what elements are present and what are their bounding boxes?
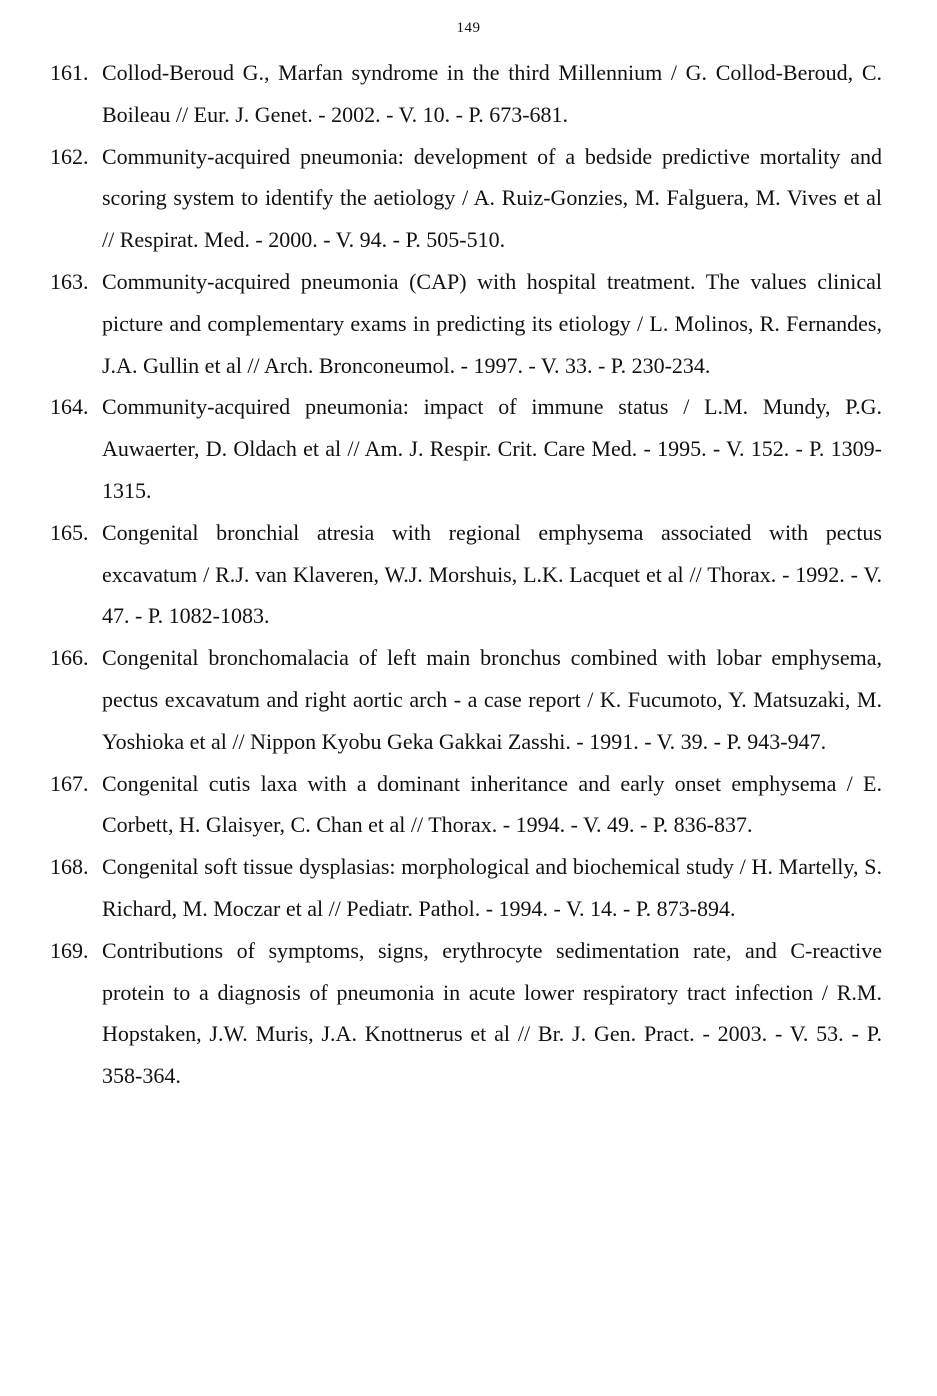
reference-number: 165.: [50, 519, 89, 545]
reference-text: Congenital bronchial atresia with regional emphysema associated with pectus excavatum / R.J. van Klaveren, W.J. Morshuis, L.K. Lacquet et al // Thorax. - 1992. - V. 47. - P. 1082-1083.: [102, 519, 882, 629]
reference-item: [50, 846, 882, 930]
reference-number: 162.: [50, 143, 89, 169]
reference-text: Community-acquired pneumonia: development of a bedside predictive mortality and scoring system to identify the aetiology / A. Ruiz-Gonzies, M. Falguera, M. Vives et al // Respirat. Med. - 2000. - V. 94. - P. 505-510.: [102, 143, 882, 253]
reference-item: [50, 386, 882, 511]
reference-item: [50, 136, 882, 261]
reference-text: Community-acquired pneumonia: impact of immune status / L.M. Mundy, P.G. Auwaerter, D. Oldach et al // Am. J. Respir. Crit. Care Med. - 1995. - V. 152. - P. 1309-1315.: [102, 394, 882, 503]
reference-item: [50, 261, 882, 386]
reference-text: Congenital soft tissue dysplasias: morphological and biochemical study / H. Martelly, S. Richard, M. Moczar et al // Pediatr. Pathol. - 1994. - V. 14. - P. 873-894.: [102, 854, 882, 921]
reference-number: 167.: [50, 770, 89, 796]
reference-text: Collod-Beroud G., Marfan syndrome in the third Millennium / G. Collod-Beroud, C. Boileau // Eur. J. Genet. - 2002. - V. 10. - P. 673-681.: [102, 60, 882, 127]
reference-number: 161.: [50, 60, 89, 85]
reference-text: Contributions of symptoms, signs, erythrocyte sedimentation rate, and C-reactive protein to a diagnosis of pneumonia in acute lower respiratory tract infection / R.M. Hopstaken, J.W. Muris, J.A. Knottnerus et al // Br. J. Gen. Pract. - 2003. - V. 53. - P. 358-364.: [102, 937, 882, 1089]
page-number: 149: [456, 20, 481, 36]
reference-number: 169.: [50, 937, 89, 963]
reference-number: 163.: [50, 268, 89, 294]
reference-list: [50, 52, 882, 1097]
reference-item: [50, 763, 882, 847]
reference-number: 166.: [50, 645, 89, 671]
reference-item: [50, 930, 882, 1097]
reference-item: [50, 52, 882, 136]
reference-text: Community-acquired pneumonia (CAP) with hospital treatment. The values clinical picture and complementary exams in predicting its etiology / L. Molinos, R. Fernandes, J.A. Gullin et al // Arch. Bronconeumol. - 1997. - V. 33. - P. 230-234.: [102, 268, 882, 378]
reference-number: 168.: [50, 854, 89, 880]
reference-text: Congenital bronchomalacia of left main bronchus combined with lobar emphysema, pectus excavatum and right aortic arch - a case report / K. Fucumoto, Y. Matsuzaki, M. Yoshioka et al // Nippon Kyobu Geka Gakkai Zasshi. - 1991. - V. 39. - P. 943-947.: [102, 645, 882, 754]
reference-number: 164.: [50, 394, 89, 420]
reference-item: [50, 637, 882, 762]
reference-item: [50, 512, 882, 637]
reference-text: Congenital cutis laxa with a dominant inheritance and early onset emphysema / E. Corbett, H. Glaisyer, C. Chan et al // Thorax. - 1994. - V. 49. - P. 836-837.: [102, 770, 882, 838]
